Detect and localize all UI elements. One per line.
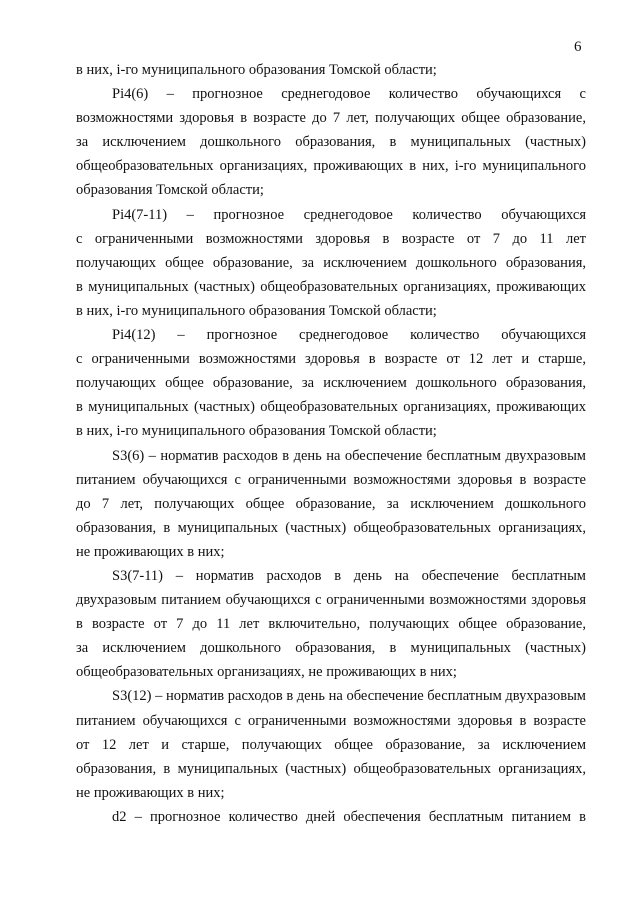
text-line: возможностями здоровья в возрасте до 7 лет, получающих общее образование, bbox=[76, 110, 586, 127]
text-line: образования, в муниципальных (частных) общеобразовательных организациях, bbox=[76, 519, 586, 536]
text-line: S3(12) – норматив расходов в день на обеспечение бесплатным двухразовым bbox=[112, 688, 586, 705]
text-line: получающих общее образование, за исключением дошкольного образования, bbox=[76, 254, 586, 271]
text-line: не проживающих в них; bbox=[76, 543, 225, 560]
paragraph bbox=[76, 323, 586, 443]
paragraph bbox=[76, 684, 586, 804]
text-line: питанием обучающихся с ограниченными возможностями здоровья в возрасте bbox=[76, 471, 586, 488]
document-body bbox=[76, 58, 586, 829]
text-line: с ограниченными возможностями здоровья в возрасте от 7 до 11 лет bbox=[76, 230, 586, 247]
text-line: S3(6) – норматив расходов в день на обеспечение бесплатным двухразовым bbox=[112, 447, 586, 464]
page-number: 6 bbox=[574, 39, 582, 55]
text-line: в них, i-го муниципального образования Томской области; bbox=[76, 62, 437, 78]
text-line: получающих общее образование, за исключением дошкольного образования, bbox=[76, 375, 586, 392]
text-line: в муниципальных (частных) общеобразовательных организациях, проживающих bbox=[76, 399, 586, 416]
text-line: до 7 лет, получающих общее образование, за исключением дошкольного bbox=[76, 495, 586, 512]
paragraph bbox=[76, 564, 586, 684]
text-line: общеобразовательных организациях, проживающих в них, i-го муниципального bbox=[76, 158, 586, 175]
text-line: d2 – прогнозное количество дней обеспечения бесплатным питанием в bbox=[112, 808, 586, 825]
paragraph bbox=[76, 203, 586, 323]
text-line: образования, в муниципальных (частных) общеобразовательных организациях, bbox=[76, 760, 586, 777]
text-line: за исключением дошкольного образования, в муниципальных (частных) bbox=[76, 134, 586, 151]
text-line: в них, i-го муниципального образования Томской области; bbox=[76, 423, 437, 440]
text-line: не проживающих в них; bbox=[76, 784, 225, 801]
text-line: Pi4(7-11) – прогнозное среднегодовое количество обучающихся bbox=[112, 206, 586, 223]
text-line: с ограниченными возможностями здоровья в возрасте от 12 лет и старше, bbox=[76, 351, 586, 368]
paragraph bbox=[76, 444, 586, 564]
text-line: от 12 лет и старше, получающих общее образование, за исключением bbox=[76, 736, 586, 753]
text-line: питанием обучающихся с ограниченными возможностями здоровья в возрасте bbox=[76, 712, 586, 729]
text-line: Pi4(6) – прогнозное среднегодовое количество обучающихся с bbox=[112, 86, 586, 103]
paragraph bbox=[76, 58, 586, 82]
text-line: S3(7-11) – норматив расходов в день на обеспечение бесплатным bbox=[112, 567, 586, 584]
text-line: общеобразовательных организациях, не проживающих в них; bbox=[76, 664, 457, 681]
text-line: двухразовым питанием обучающихся с ограниченными возможностями здоровья bbox=[76, 592, 586, 609]
paragraph bbox=[76, 805, 586, 829]
text-line: за исключением дошкольного образования, в муниципальных (частных) bbox=[76, 640, 586, 657]
text-line: в возрасте от 7 до 11 лет включительно, получающих общее образование, bbox=[76, 616, 586, 633]
text-line: образования Томской области; bbox=[76, 182, 264, 199]
text-line: в них, i-го муниципального образования Томской области; bbox=[76, 302, 437, 319]
text-line: Pi4(12) – прогнозное среднегодовое количество обучающихся bbox=[112, 327, 586, 344]
text-line: в муниципальных (частных) общеобразовательных организациях, проживающих bbox=[76, 278, 586, 295]
paragraph bbox=[76, 82, 586, 202]
